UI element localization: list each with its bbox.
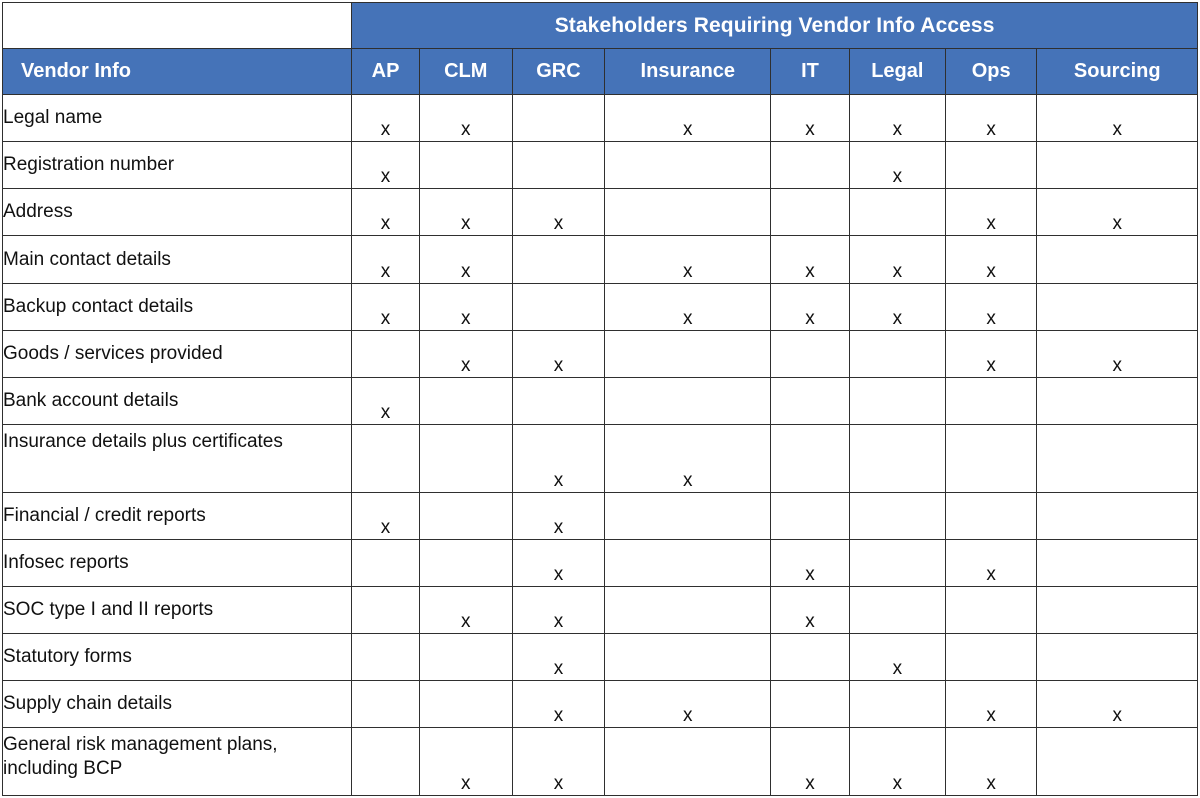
cell-insurance: x: [605, 681, 771, 728]
cell-ops: x: [945, 283, 1037, 330]
cell-clm: [419, 424, 512, 492]
cell-legal: x: [849, 95, 945, 142]
table-row: [3, 586, 1198, 633]
cell-sourcing: [1037, 634, 1198, 681]
column-header-grc: GRC: [512, 49, 605, 95]
cell-grc: x: [512, 728, 605, 796]
cell-insurance: x: [605, 95, 771, 142]
cell-insurance: x: [605, 283, 771, 330]
cell-legal: x: [849, 283, 945, 330]
cell-ops: x: [945, 728, 1037, 796]
cell-ap: x: [352, 236, 420, 283]
table-row: [3, 681, 1198, 728]
cell-insurance: x: [605, 236, 771, 283]
column-header-insurance: Insurance: [605, 49, 771, 95]
cell-insurance: x: [605, 424, 771, 492]
table-row: [3, 539, 1198, 586]
table-row: [3, 95, 1198, 142]
cell-legal: x: [849, 728, 945, 796]
cell-it: [771, 330, 850, 377]
cell-clm: x: [419, 95, 512, 142]
cell-ops: [945, 634, 1037, 681]
table-row: [3, 424, 1198, 492]
cell-legal: [849, 492, 945, 539]
table-row: [3, 189, 1198, 236]
cell-sourcing: [1037, 142, 1198, 189]
cell-ops: [945, 424, 1037, 492]
cell-insurance: [605, 377, 771, 424]
cell-it: [771, 142, 850, 189]
row-label: Supply chain details: [3, 681, 352, 728]
cell-ap: [352, 728, 420, 796]
table-row: [3, 330, 1198, 377]
row-label: Financial / credit reports: [3, 492, 352, 539]
cell-ops: [945, 492, 1037, 539]
cell-legal: [849, 189, 945, 236]
cell-grc: x: [512, 424, 605, 492]
cell-ap: [352, 424, 420, 492]
cell-legal: x: [849, 634, 945, 681]
cell-sourcing: [1037, 424, 1198, 492]
cell-insurance: [605, 728, 771, 796]
cell-clm: x: [419, 330, 512, 377]
column-header-legal: Legal: [849, 49, 945, 95]
column-header-it: IT: [771, 49, 850, 95]
cell-sourcing: [1037, 377, 1198, 424]
cell-ap: x: [352, 492, 420, 539]
cell-legal: [849, 377, 945, 424]
cell-ap: [352, 539, 420, 586]
group-header-stakeholders: Stakeholders Requiring Vendor Info Access: [352, 3, 1198, 49]
cell-insurance: [605, 142, 771, 189]
cell-sourcing: x: [1037, 95, 1198, 142]
cell-ops: x: [945, 189, 1037, 236]
cell-sourcing: x: [1037, 681, 1198, 728]
column-header-row: [3, 49, 1198, 95]
cell-it: x: [771, 586, 850, 633]
cell-ops: [945, 586, 1037, 633]
table-row: [3, 728, 1198, 796]
column-header-vendor-info: Vendor Info: [3, 49, 352, 95]
column-header-clm: CLM: [419, 49, 512, 95]
table-body: [3, 95, 1198, 796]
cell-it: [771, 492, 850, 539]
cell-sourcing: [1037, 236, 1198, 283]
cell-grc: x: [512, 189, 605, 236]
cell-clm: [419, 142, 512, 189]
cell-ops: x: [945, 681, 1037, 728]
row-label: General risk management plans, including BCP: [3, 728, 352, 796]
cell-it: x: [771, 728, 850, 796]
column-header-sourcing: Sourcing: [1037, 49, 1198, 95]
cell-it: x: [771, 539, 850, 586]
cell-sourcing: [1037, 539, 1198, 586]
cell-sourcing: [1037, 728, 1198, 796]
column-header-ops: Ops: [945, 49, 1037, 95]
cell-legal: x: [849, 142, 945, 189]
table-row: [3, 283, 1198, 330]
cell-grc: [512, 142, 605, 189]
cell-clm: x: [419, 728, 512, 796]
cell-grc: x: [512, 681, 605, 728]
cell-clm: [419, 492, 512, 539]
row-label: Infosec reports: [3, 539, 352, 586]
empty-corner-cell: [3, 3, 352, 49]
cell-sourcing: [1037, 283, 1198, 330]
cell-grc: x: [512, 330, 605, 377]
cell-grc: [512, 377, 605, 424]
cell-sourcing: x: [1037, 330, 1198, 377]
row-label: Address: [3, 189, 352, 236]
table-row: [3, 377, 1198, 424]
cell-sourcing: x: [1037, 189, 1198, 236]
cell-ops: x: [945, 539, 1037, 586]
row-label: Bank account details: [3, 377, 352, 424]
column-header-ap: AP: [352, 49, 420, 95]
row-label: Statutory forms: [3, 634, 352, 681]
cell-clm: x: [419, 283, 512, 330]
table-head: [3, 3, 1198, 95]
cell-legal: [849, 681, 945, 728]
cell-it: [771, 681, 850, 728]
cell-it: x: [771, 283, 850, 330]
cell-it: x: [771, 236, 850, 283]
cell-clm: x: [419, 586, 512, 633]
cell-legal: [849, 586, 945, 633]
row-label: Goods / services provided: [3, 330, 352, 377]
cell-ops: x: [945, 330, 1037, 377]
cell-grc: [512, 236, 605, 283]
cell-clm: x: [419, 236, 512, 283]
cell-it: [771, 189, 850, 236]
cell-legal: x: [849, 236, 945, 283]
cell-insurance: [605, 539, 771, 586]
cell-ap: x: [352, 377, 420, 424]
cell-insurance: [605, 586, 771, 633]
cell-ap: [352, 634, 420, 681]
cell-ops: [945, 142, 1037, 189]
cell-grc: x: [512, 586, 605, 633]
cell-clm: [419, 539, 512, 586]
cell-it: [771, 634, 850, 681]
group-header-row: [3, 3, 1198, 49]
cell-clm: [419, 634, 512, 681]
row-label: SOC type I and II reports: [3, 586, 352, 633]
cell-ap: x: [352, 283, 420, 330]
cell-legal: [849, 539, 945, 586]
cell-legal: [849, 330, 945, 377]
cell-sourcing: [1037, 586, 1198, 633]
row-label: Insurance details plus certificates: [3, 424, 352, 492]
row-label: Backup contact details: [3, 283, 352, 330]
matrix-table: [2, 2, 1198, 796]
cell-ops: x: [945, 236, 1037, 283]
cell-insurance: [605, 492, 771, 539]
cell-grc: [512, 95, 605, 142]
cell-insurance: [605, 330, 771, 377]
cell-ops: x: [945, 95, 1037, 142]
cell-ap: x: [352, 142, 420, 189]
row-label: Main contact details: [3, 236, 352, 283]
cell-sourcing: [1037, 492, 1198, 539]
cell-insurance: [605, 634, 771, 681]
cell-ap: x: [352, 95, 420, 142]
table-row: [3, 236, 1198, 283]
row-label: Registration number: [3, 142, 352, 189]
cell-clm: x: [419, 189, 512, 236]
cell-clm: [419, 681, 512, 728]
cell-grc: x: [512, 492, 605, 539]
cell-it: [771, 377, 850, 424]
cell-it: [771, 424, 850, 492]
cell-ap: [352, 586, 420, 633]
table-row: [3, 492, 1198, 539]
cell-grc: x: [512, 634, 605, 681]
cell-ap: x: [352, 189, 420, 236]
cell-legal: [849, 424, 945, 492]
row-label: Legal name: [3, 95, 352, 142]
cell-grc: [512, 283, 605, 330]
table-row: [3, 634, 1198, 681]
cell-it: x: [771, 95, 850, 142]
table-row: [3, 142, 1198, 189]
cell-insurance: [605, 189, 771, 236]
cell-ap: [352, 330, 420, 377]
cell-grc: x: [512, 539, 605, 586]
cell-ap: [352, 681, 420, 728]
cell-clm: [419, 377, 512, 424]
cell-ops: [945, 377, 1037, 424]
